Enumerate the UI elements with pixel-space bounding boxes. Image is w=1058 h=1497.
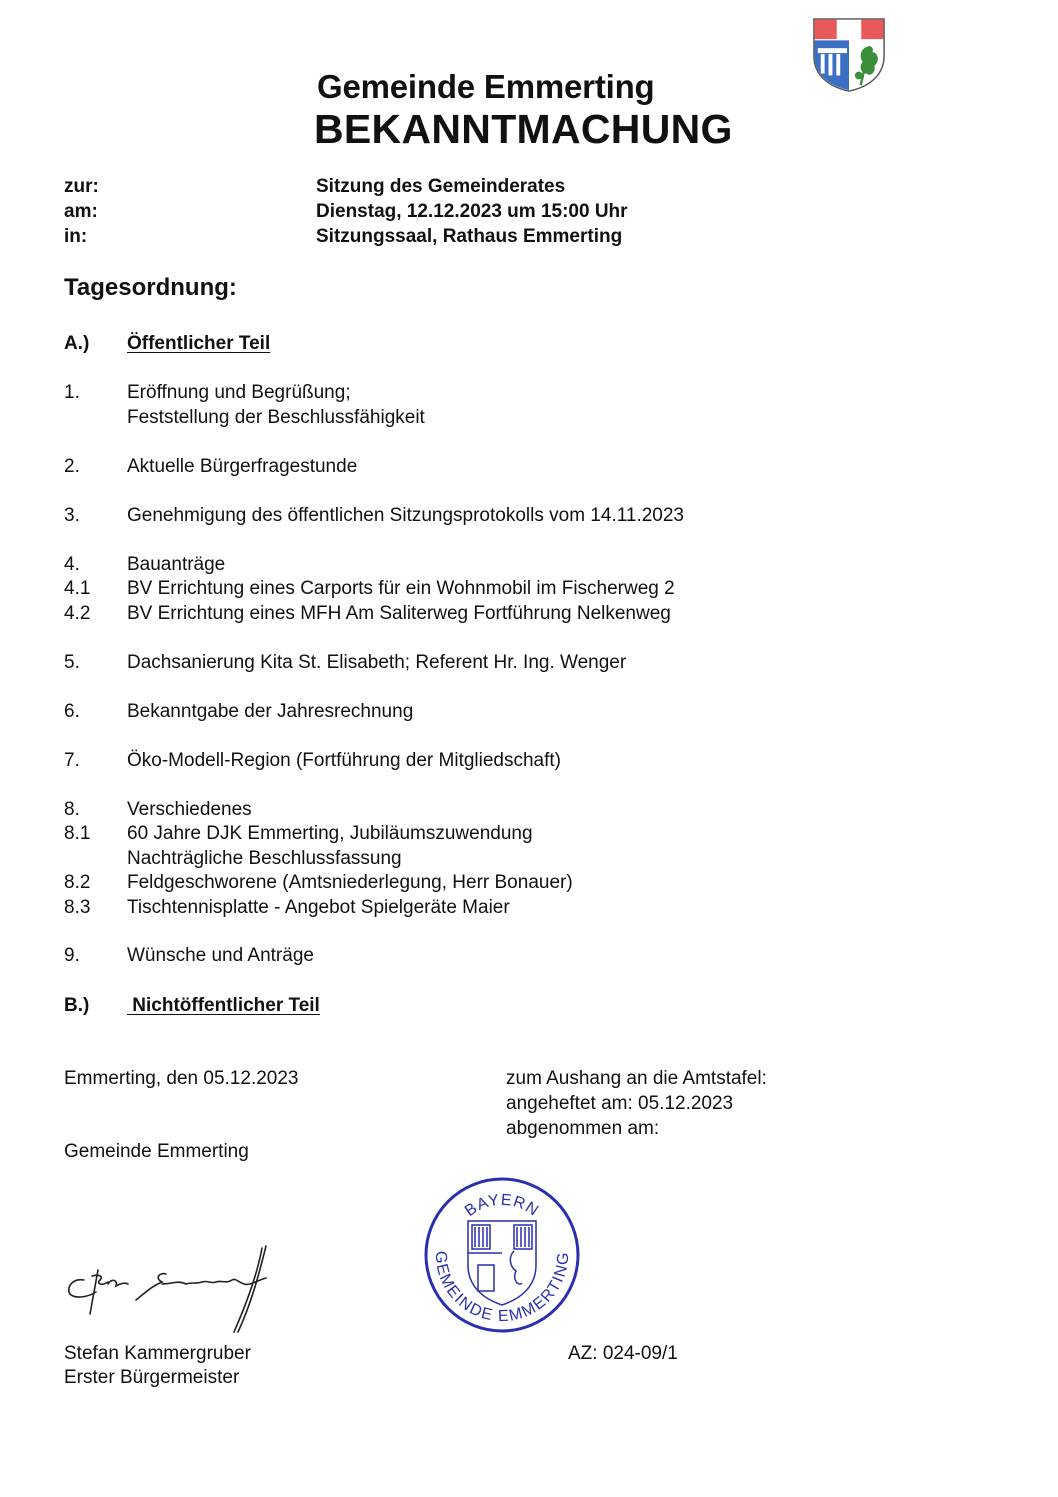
reference-number: AZ: 024-09/1 <box>568 1343 678 1364</box>
section-b-number: B.) <box>64 995 90 1016</box>
agenda-item-number: 9. <box>64 945 80 966</box>
posting-line-1: zum Aushang an die Amtstafel: <box>506 1068 767 1089</box>
meeting-label-in: in: <box>64 226 88 247</box>
agenda-item-number: 8.1 <box>64 823 91 844</box>
agenda-item-text: Aktuelle Bürgerfragestunde <box>127 456 358 477</box>
agenda-item-text: Bekanntgabe der Jahresrechnung <box>127 701 414 722</box>
agenda-item-number: 5. <box>64 652 80 673</box>
authority-name: Gemeinde Emmerting <box>64 1141 249 1162</box>
agenda-item-number: 4.1 <box>64 578 91 599</box>
agenda-item-text: Genehmigung des öffentlichen Sitzungsprotokolls vom 14.11.2023 <box>127 505 684 526</box>
agenda-heading: Tagesordnung: <box>64 274 237 301</box>
meeting-label-zur: zur: <box>64 176 99 197</box>
agenda-item-text: Öko-Modell-Region (Fortführung der Mitgliedschaft) <box>127 750 562 771</box>
agenda-item-text: Feldgeschworene (Amtsniederlegung, Herr Bonauer) <box>127 872 573 893</box>
meeting-value-am: Dienstag, 12.12.2023 um 15:00 Uhr <box>316 201 628 222</box>
agenda-item-text: Feststellung der Beschlussfähigkeit <box>127 407 425 428</box>
section-a-title: Öffentlicher Teil <box>127 333 271 354</box>
agenda-item-number: 2. <box>64 456 80 477</box>
agenda-item-text: Verschiedenes <box>127 799 252 820</box>
posting-line-3: abgenommen am: <box>506 1118 660 1139</box>
agenda-item-number: 4. <box>64 554 80 575</box>
signature-icon <box>62 1240 277 1340</box>
agenda-item-text: Tischtennisplatte - Angebot Spielgeräte Maier <box>127 897 510 918</box>
stamp-ring-text: GEMEINDE EMMERTING <box>431 1250 573 1326</box>
official-stamp-icon <box>422 1175 582 1335</box>
agenda-item-text: Dachsanierung Kita St. Elisabeth; Referent Hr. Ing. Wenger <box>127 652 627 673</box>
svg-text:BAYERN <box>462 1192 542 1220</box>
meeting-value-zur: Sitzung des Gemeinderates <box>316 176 566 197</box>
meeting-label-am: am: <box>64 201 98 222</box>
signer-name: Stefan Kammergruber <box>64 1343 251 1364</box>
agenda-item-text: Bauanträge <box>127 554 226 575</box>
agenda-item-text: Wünsche und Anträge <box>127 945 314 966</box>
place-date: Emmerting, den 05.12.2023 <box>64 1068 299 1089</box>
signer-title: Erster Bürgermeister <box>64 1367 240 1388</box>
agenda-item-number: 6. <box>64 701 80 722</box>
announcement-title: BEKANNTMACHUNG <box>314 106 733 152</box>
municipality-title: Gemeinde Emmerting <box>317 68 655 105</box>
agenda-item-text: 60 Jahre DJK Emmerting, Jubiläumszuwendung <box>127 823 533 844</box>
agenda-item-text: BV Errichtung eines Carports für ein Wohnmobil im Fischerweg 2 <box>127 578 675 599</box>
stamp-top-text: BAYERN <box>462 1191 542 1221</box>
agenda-item-number: 1. <box>64 382 80 403</box>
agenda-item-text: Nachträgliche Beschlussfassung <box>127 848 402 869</box>
agenda-item-number: 4.2 <box>64 603 91 624</box>
agenda-item-number: 8.2 <box>64 872 91 893</box>
agenda-item-text: BV Errichtung eines MFH Am Saliterweg Fortführung Nelkenweg <box>127 603 671 624</box>
agenda-item-text: Eröffnung und Begrüßung; <box>127 382 351 403</box>
coat-of-arms-icon <box>810 17 888 93</box>
section-b-title: Nichtöffentlicher Teil <box>127 995 320 1016</box>
agenda-item-number: 3. <box>64 505 80 526</box>
agenda-item-number: 7. <box>64 750 80 771</box>
agenda-item-number: 8.3 <box>64 897 91 918</box>
section-a-number: A.) <box>64 333 90 354</box>
agenda-item-number: 8. <box>64 799 80 820</box>
meeting-value-in: Sitzungssaal, Rathaus Emmerting <box>316 226 623 247</box>
posting-line-2: angeheftet am: 05.12.2023 <box>506 1093 734 1114</box>
